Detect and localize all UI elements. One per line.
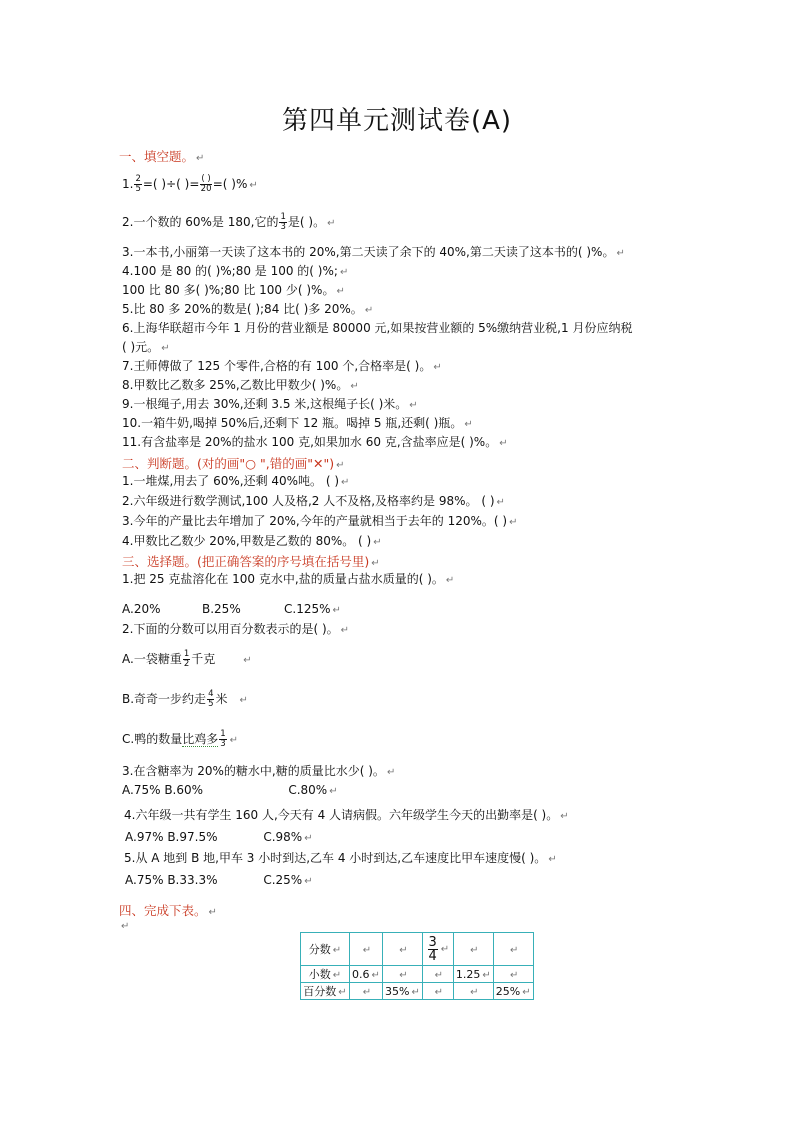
option-b: B.60% bbox=[164, 783, 204, 797]
question-1-3: 3.一本书,小丽第一天读了这本书的 20%,第二天读了余下的 40%,第二天读了这本书的( )%。 ↵ bbox=[122, 245, 625, 259]
table-cell[interactable]: ↵ bbox=[493, 933, 533, 966]
fraction: $\frac{1}{3}$ bbox=[220, 729, 226, 749]
option-c: C.98% bbox=[263, 830, 303, 844]
table-cell[interactable]: ↵ bbox=[493, 966, 533, 983]
question-3-3: 3.在含糖率为 20%的糖水中,糖的质量比水少( )。 ↵ bbox=[122, 764, 396, 778]
fraction: $\frac{1}{2}$ bbox=[183, 649, 190, 669]
table-cell[interactable]: ↵ bbox=[453, 933, 493, 966]
table-cell[interactable]: ↵ bbox=[422, 966, 453, 983]
option-c: C.125% bbox=[284, 602, 331, 616]
table-cell[interactable]: ↵ bbox=[422, 983, 453, 1000]
section1-heading: 一、填空题。 ↵ bbox=[119, 149, 205, 164]
option-a: A.20% bbox=[122, 602, 161, 616]
option-b: B.25% bbox=[202, 602, 241, 616]
question-1-5: 5.比 80 多 20%的数是( );84 比( )多 20%。 ↵ bbox=[122, 302, 374, 316]
question-2-2: 2.六年级进行数学测试,100 人及格,2 人不及格,及格率约是 98%。 ( ) ↵ bbox=[122, 494, 505, 508]
question-1-1: 1. $\frac{2}{5}$ =( )÷( )= $\frac{( )}{20}$ =( )% ↵ bbox=[122, 174, 258, 194]
option-b: B.33.3% bbox=[167, 873, 218, 887]
question-3-1-options: A.20% B.25% C.125% ↵ bbox=[122, 602, 341, 616]
question-1-2: 2.一个数的 60%是 180,它的 $\frac{1}{3}$ 是( )。 ↵ bbox=[122, 212, 336, 232]
question-3-5-options: A.75% B.33.3% C.25% ↵ bbox=[125, 873, 313, 887]
option-a: A.75% bbox=[125, 873, 164, 887]
table-cell: $\frac{3}{4}$ ↵ bbox=[422, 933, 453, 966]
fraction: $\frac{1}{3}$ bbox=[280, 212, 286, 232]
table-cell[interactable]: ↵ bbox=[350, 983, 383, 1000]
question-3-2-option-b: B.奇奇一步约走 $\frac{4}{5}$ 米 ↵ bbox=[122, 689, 248, 709]
table-cell: 35% ↵ bbox=[383, 983, 423, 1000]
table-cell: 25% ↵ bbox=[493, 983, 533, 1000]
section3-heading: 三、选择题。(把正确答案的序号填在括号里) ↵ bbox=[122, 554, 380, 569]
table-cell[interactable]: ↵ bbox=[383, 966, 423, 983]
question-1-6a: 6.上海华联超市今年 1 月份的营业额是 80000 元,如果按营业额的 5%缴纳营业税,1 月份应纳税 bbox=[122, 321, 633, 335]
empty-paragraph: ↵ bbox=[121, 921, 130, 932]
table-row-fraction bbox=[301, 933, 534, 966]
option-b: B.97.5% bbox=[167, 830, 218, 844]
question-2-1: 1.一堆煤,用去了 60%,还剩 40%吨。 ( ) ↵ bbox=[122, 474, 350, 488]
table-cell[interactable]: ↵ bbox=[350, 933, 383, 966]
option-c: C.80% bbox=[288, 783, 328, 797]
question-3-2-option-c: C.鸭的数量比鸡多 $\frac{1}{3}$ ↵ bbox=[122, 729, 239, 749]
fraction: $\frac{4}{5}$ bbox=[208, 689, 214, 709]
fraction: $\frac{3}{4}$ bbox=[428, 934, 437, 964]
table-cell: 0.6 ↵ bbox=[350, 966, 383, 983]
question-3-3-options: A.75% B.60% C.80% ↵ bbox=[122, 783, 338, 797]
row-label: 小数 ↵ bbox=[301, 966, 350, 983]
table-row-percent bbox=[301, 983, 534, 1000]
question-1-6b: ( )元。 ↵ bbox=[122, 340, 170, 354]
question-1-9: 9.一根绳子,用去 30%,还剩 3.5 米,这根绳子长( )米。 ↵ bbox=[122, 397, 418, 411]
fraction: $\frac{2}{5}$ bbox=[135, 174, 141, 194]
question-1-11: 11.有含盐率是 20%的盐水 100 克,如果加水 60 克,含盐率应是( )%。 ↵ bbox=[122, 435, 508, 449]
question-3-4: 4.六年级一共有学生 160 人,今天有 4 人请病假。六年级学生今天的出勤率是( )。 ↵ bbox=[124, 808, 569, 822]
table-row-decimal bbox=[301, 966, 534, 983]
question-2-3: 3.今年的产量比去年增加了 20%,今年的产量就相当于去年的 120%。( ) ↵ bbox=[122, 514, 518, 528]
option-c: C.25% bbox=[263, 873, 303, 887]
table-cell: 1.25 ↵ bbox=[453, 966, 493, 983]
row-label: 百分数 ↵ bbox=[301, 983, 350, 1000]
option-a: A.75% bbox=[122, 783, 161, 797]
question-1-10: 10.一箱牛奶,喝掉 50%后,还剩下 12 瓶。喝掉 5 瓶,还剩( )瓶。 ↵ bbox=[122, 416, 473, 430]
page-title: 第四单元测试卷(A) bbox=[281, 106, 513, 136]
question-2-4: 4.甲数比乙数少 20%,甲数是乙数的 80%。 ( ) ↵ bbox=[122, 534, 382, 548]
row-label: 分数 ↵ bbox=[301, 933, 350, 966]
table-cell[interactable]: ↵ bbox=[453, 983, 493, 1000]
section4-heading: 四、完成下表。 ↵ bbox=[119, 903, 217, 918]
question-3-2: 2.下面的分数可以用百分数表示的是( )。 ↵ bbox=[122, 622, 350, 636]
table-cell[interactable]: ↵ bbox=[383, 933, 423, 966]
question-1-8: 8.甲数比乙数多 25%,乙数比甲数少( )%。 ↵ bbox=[122, 378, 359, 392]
conversion-table bbox=[300, 932, 534, 1000]
question-3-1: 1.把 25 克盐溶化在 100 克水中,盐的质量占盐水质量的( )。 ↵ bbox=[122, 572, 455, 586]
option-a: A.97% bbox=[125, 830, 164, 844]
question-1-4b: 100 比 80 多( )%;80 比 100 少( )%。 ↵ bbox=[122, 283, 345, 297]
fraction: $\frac{( )}{20}$ bbox=[200, 174, 212, 194]
question-1-7: 7.王师傅做了 125 个零件,合格的有 100 个,合格率是( )。 ↵ bbox=[122, 359, 442, 373]
section2-heading: 二、判断题。(对的画"○ ",错的画"✕") ↵ bbox=[122, 456, 345, 471]
question-3-2-option-a: A.一袋糖重 $\frac{1}{2}$ 千克 ↵ bbox=[122, 649, 252, 669]
question-1-4a: 4.100 是 80 的( )%;80 是 100 的( )%; ↵ bbox=[122, 264, 349, 278]
question-3-5: 5.从 A 地到 B 地,甲车 3 小时到达,乙车 4 小时到达,乙车速度比甲车速度慢( )。 ↵ bbox=[124, 851, 557, 865]
question-3-4-options: A.97% B.97.5% C.98% ↵ bbox=[125, 830, 313, 844]
